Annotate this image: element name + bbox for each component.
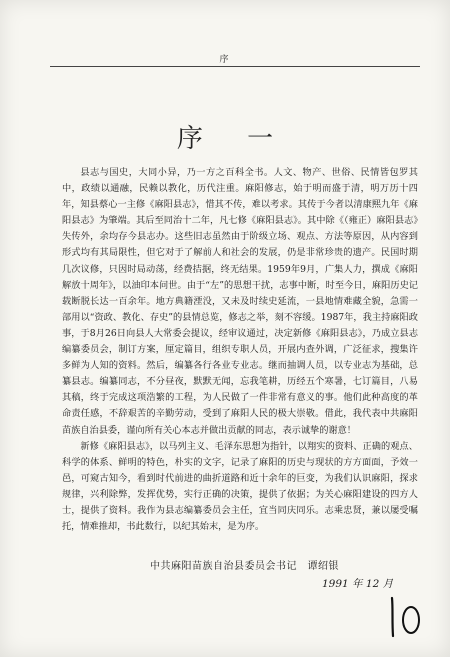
running-head: 序 <box>219 55 231 65</box>
header-rule <box>50 66 420 67</box>
paragraph-1: 县志与国史，大同小异，乃一方之百科全书。人文、物产、世俗、民情皆包罗其中，政绩以通融，民赖以教化，历代注重。麻阳修志，始于明而盛于清，明万历十四年，知县蔡心一主修《麻阳县志》，惜其不传，难以考求。其传于今者以清康熙九年《麻阳县志》为肇端。其后至同治十二年，凡七修《麻阳县志》。其中除《（雍正）麻阳县志》失传外，余均存今县志办。这些旧志虽然由于阶级立场、观点、方法等原因，从内容到形式均有其局限性，但它对于了解前人和社会的发展，仍是非常珍贵的遗产。民国时期几次议修，只因时局动荡，经费拮据，终无结果。1959年9月，广集人力，撰成《麻阳解放十周年》，以油印本问世。由于“左”的思想干扰，志事中断，时至今日，麻阳历史记载断脱长达一百余年。地方典籍湮没，又未及时续史延流，一县地情难藏全貌，急需一部用以“资政、教化、存史”的县情总览，修志之举，刻不容缓。1987年，我主持麻阳政事，于8月26日向县人大常委会提议，经审议通过，决定新修《麻阳县志》，乃成立县志编纂委员会，制订方案，厘定篇目，组织专职人员，开展内查外调，广泛征求，搜集许多鲜为人知的资料。然后，编纂各行各业专业志。继而抽调人员，以专业志为基础，总纂县志。编纂同志，不分昼夜，默默无闻，忘我笔耕，历经五个寒暑，七订篇目，八易其稿，终于完成这项浩繁的工程，为人民做了一件非常有意义的事。他们此种高度的革命责任感，不辞艰苦的辛勤劳动，受到了麻阳人民的极大崇敬。借此，我代表中共麻阳苗族自治县委，谨向所有关心本志并做出贡献的同志，表示诚挚的谢意！ <box>62 167 418 436</box>
handwritten-page-number-mark <box>384 594 424 638</box>
date-line: 1991 年 12 月 <box>322 578 394 590</box>
paragraph-2: 新修《麻阳县志》，以马列主义、毛泽东思想为指针，以翔实的资料、正确的观点、科学的体系、鲜明的特色，朴实的文字，记录了麻阳的历史与现状的方方面面，予效一邑，可窥古知今，看到时代前进的曲折道路和近十余年的巨变，为我们认识麻阳，探求规律，兴利除弊，发挥优势，实行正确的决策，提供了依据；为关心麻阳建设的四方人士，提供了资料。我作为县志编纂委员会主任，宜当同庆同乐。志乘忠贤，兼以屡受嘱托，情难推却，书此数行，以纪其始末，是为序。 <box>62 440 418 533</box>
preface-body <box>62 165 418 535</box>
author-signature: 中共麻阳苗族自治县委员会书记 谭绍银 <box>150 561 339 572</box>
page-title: 序 一 <box>176 124 292 154</box>
